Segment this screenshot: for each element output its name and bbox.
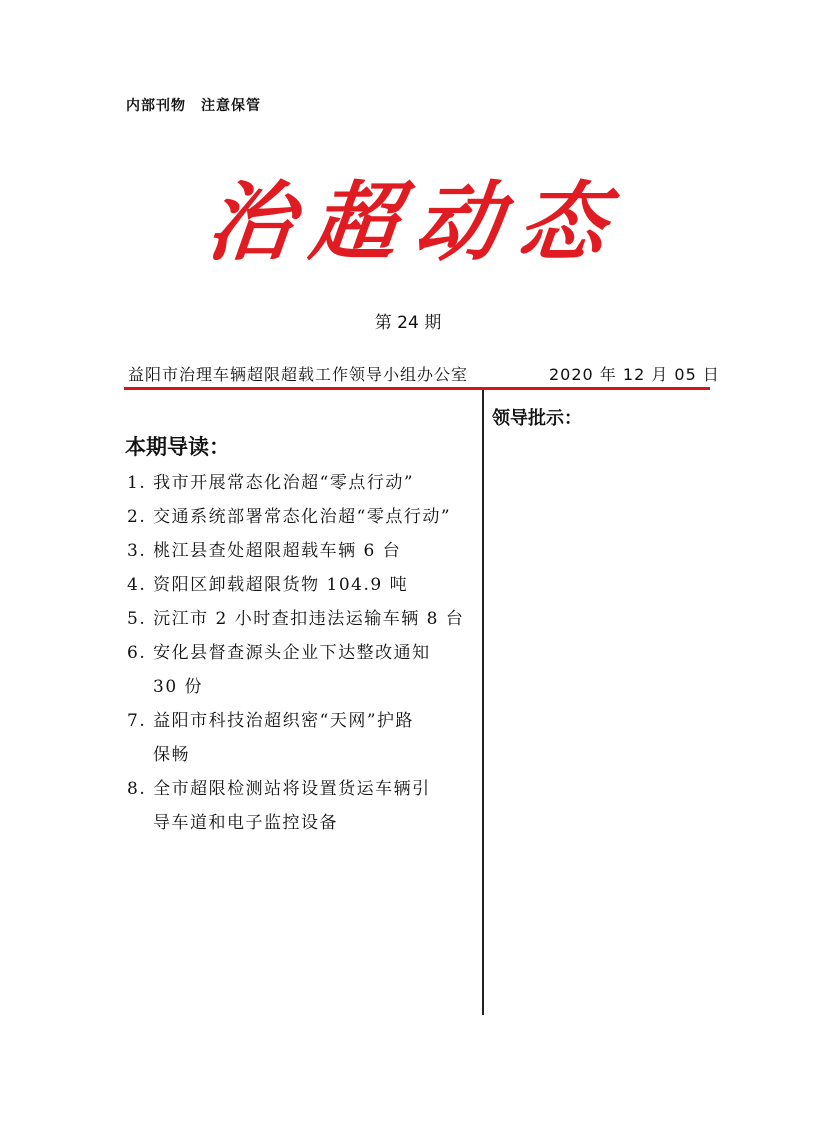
toc-item-number: 3. <box>127 541 147 561</box>
toc-item-number: 4. <box>127 575 147 595</box>
leader-instructions-label: 领导批示： <box>492 408 582 429</box>
toc-item-continuation: 保畅 <box>153 745 190 765</box>
toc-item-text: 沅江市 2 小时查扣违法运输车辆 8 台 <box>153 609 465 629</box>
toc-item[interactable] <box>127 466 477 500</box>
toc-item[interactable] <box>127 568 477 602</box>
table-of-contents-title: 本期导读： <box>125 435 230 459</box>
toc-item-continuation: 导车道和电子监控设备 <box>153 813 338 833</box>
toc-item-number: 6. <box>127 643 147 663</box>
toc-item[interactable] <box>127 636 477 704</box>
toc-item[interactable] <box>127 534 477 568</box>
issue-date: 2020 年 12 月 05 日 <box>549 365 720 384</box>
header-divider <box>124 387 710 390</box>
toc-item-text: 资阳区卸载超限货物 104.9 吨 <box>153 575 409 595</box>
toc-item-number: 8. <box>127 779 147 799</box>
issue-number: 第 24 期 <box>374 313 442 333</box>
toc-item[interactable] <box>127 602 477 636</box>
toc-item-number: 1. <box>127 473 147 493</box>
toc-item-continuation: 30 份 <box>153 677 204 697</box>
toc-item-number: 5. <box>127 609 147 629</box>
toc-item[interactable] <box>127 704 477 772</box>
toc-item-text: 我市开展常态化治超“零点行动” <box>153 473 415 493</box>
toc-item[interactable] <box>127 500 477 534</box>
toc-item[interactable] <box>127 772 477 840</box>
toc-item-text: 安化县督查源头企业下达整改通知 <box>153 643 431 663</box>
issuing-office: 益阳市治理车辆超限超载工作领导小组办公室 <box>128 365 469 384</box>
table-of-contents <box>127 466 477 840</box>
toc-item-number: 2. <box>127 507 147 527</box>
toc-item-number: 7. <box>127 711 147 731</box>
toc-item-text: 交通系统部署常态化治超“零点行动” <box>153 507 452 527</box>
toc-item-text: 桃江县查处超限超载车辆 6 台 <box>153 541 402 561</box>
toc-item-text: 全市超限检测站将设置货运车辆引 <box>153 779 431 799</box>
column-divider <box>482 390 484 1015</box>
internal-publication-notice: 内部刊物 注意保管 <box>126 98 261 114</box>
masthead-title: 治超动态 <box>201 172 629 273</box>
toc-item-text: 益阳市科技治超织密“天网”护路 <box>153 711 415 731</box>
